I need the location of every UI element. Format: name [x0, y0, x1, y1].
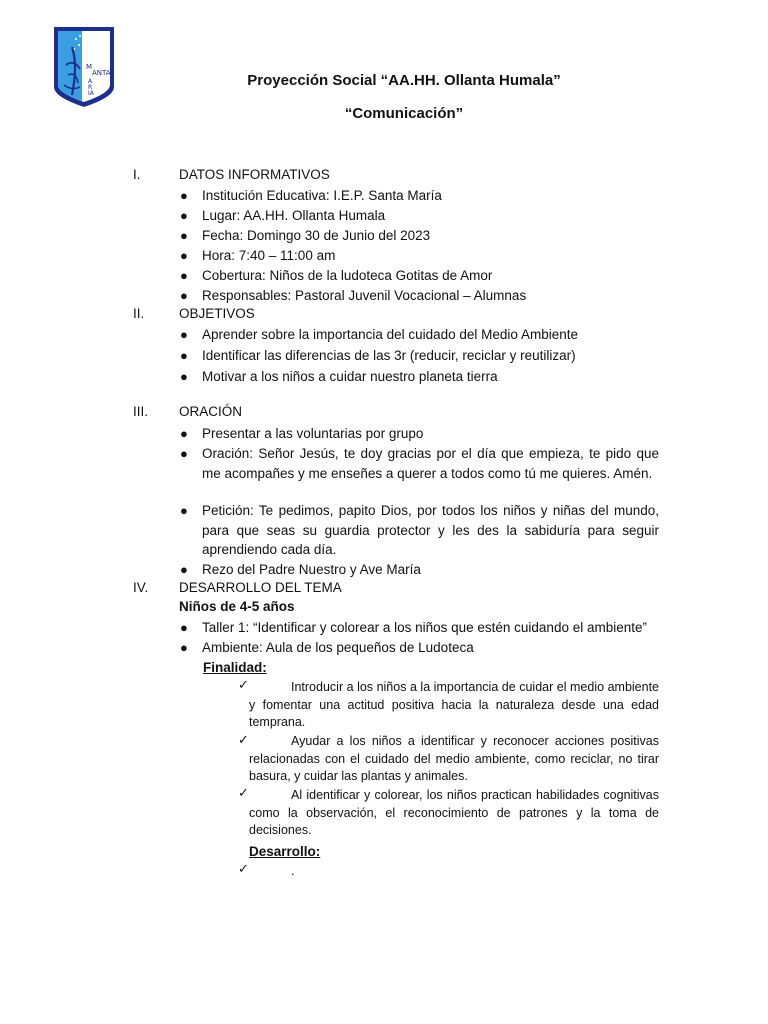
bullet-icon: ● [180, 327, 188, 342]
list-item: Petición: Te pedimos, papito Dios, por todos los niños y niñas del mundo, para que seas su guardia protector y les des la sabiduría para seguir aprendiendo cada día. [202, 503, 659, 557]
list-item: Identificar las diferencias de las 3r (reducir, reciclar y reutilizar) [202, 348, 576, 363]
page-title: Proyección Social “AA.HH. Ollanta Humala” [247, 72, 561, 89]
list-item: Hora: 7:40 – 11:00 am [202, 248, 336, 263]
list-item: Al identificar y colorear, los niños practican habilidades cognitivas como la observación, el reconocimiento de patrones y la toma de decisiones. [249, 788, 659, 837]
bullet-icon: ● [180, 288, 188, 303]
list-item: Ambiente: Aula de los pequeños de Ludoteca [202, 640, 474, 655]
section-subtitle: Niños de 4-5 años [179, 599, 295, 614]
section-number: I. [133, 167, 141, 182]
list-item: Oración: Señor Jesús, te doy gracias por el día que empieza, te pido que me acompañes y me enseñes a querer a todos como tú me quieres. Amén. [202, 446, 659, 481]
bullet-icon: ● [180, 348, 188, 363]
checkmark-icon: ✓ [238, 785, 249, 800]
list-item: Cobertura: Niños de la ludoteca Gotitas de Amor [202, 268, 493, 283]
list-item: Lugar: AA.HH. Ollanta Humala [202, 208, 386, 223]
bullet-icon: ● [180, 620, 188, 635]
section-title: OBJETIVOS [179, 306, 255, 321]
checkmark-icon: ✓ [238, 732, 249, 747]
list-item: Institución Educativa: I.E.P. Santa María [202, 188, 442, 203]
bullet-icon: ● [180, 228, 188, 243]
list-item: Rezo del Padre Nuestro y Ave María [202, 562, 421, 577]
svg-text:A: A [88, 78, 93, 85]
list-item: Taller 1: “Identificar y colorear a los niños que estén cuidando el ambiente” [202, 620, 647, 635]
checkmark-icon: ✓ [238, 677, 249, 692]
list-item: Ayudar a los niños a identificar y reconocer acciones positivas relacionadas con el cuidado del medio ambiente, como reciclar, no tirar basura, y cuidar las plantas y animales. [249, 734, 659, 783]
section-number: IV. [133, 580, 149, 595]
bullet-icon: ● [180, 188, 188, 203]
section-title: DESARROLLO DEL TEMA [179, 580, 342, 595]
bullet-icon: ● [180, 503, 188, 518]
checkmark-icon: ✓ [238, 861, 249, 876]
list-item: Responsables: Pastoral Juvenil Vocacional – Alumnas [202, 288, 527, 303]
page-subtitle: “Comunicación” [344, 105, 464, 122]
desarrollo-label: Desarrollo: [249, 844, 321, 859]
bullet-icon: ● [180, 446, 188, 461]
section-title: ORACIÓN [179, 404, 243, 419]
list-item: Fecha: Domingo 30 de Junio del 2023 [202, 228, 431, 243]
section-title: DATOS INFORMATIVOS [179, 167, 330, 182]
bullet-icon: ● [180, 369, 188, 384]
section-number: III. [133, 404, 149, 419]
svg-text:M: M [86, 63, 93, 71]
list-item: Aprender sobre la importancia del cuidado del Medio Ambiente [202, 327, 578, 342]
bullet-icon: ● [180, 268, 188, 283]
svg-text:ANTA: ANTA [92, 69, 111, 77]
list-item: Introducir a los niños a la importancia de cuidar el medio ambiente y fomentar una actitud positiva hacia la naturaleza desde una edad temprana. [249, 680, 659, 729]
list-item: Presentar a las voluntarias por grupo [202, 426, 424, 441]
finalidad-label: Finalidad: [203, 660, 267, 675]
bullet-icon: ● [180, 640, 188, 655]
list-item: . [291, 864, 295, 878]
school-logo [52, 25, 116, 109]
list-item: Motivar a los niños a cuidar nuestro planeta tierra [202, 369, 498, 384]
bullet-icon: ● [180, 426, 188, 441]
bullet-icon: ● [180, 248, 188, 263]
section-number: II. [133, 306, 145, 321]
svg-text:R: R [88, 84, 93, 91]
svg-text:IA: IA [88, 90, 94, 97]
bullet-icon: ● [180, 562, 188, 577]
bullet-icon: ● [180, 208, 188, 223]
